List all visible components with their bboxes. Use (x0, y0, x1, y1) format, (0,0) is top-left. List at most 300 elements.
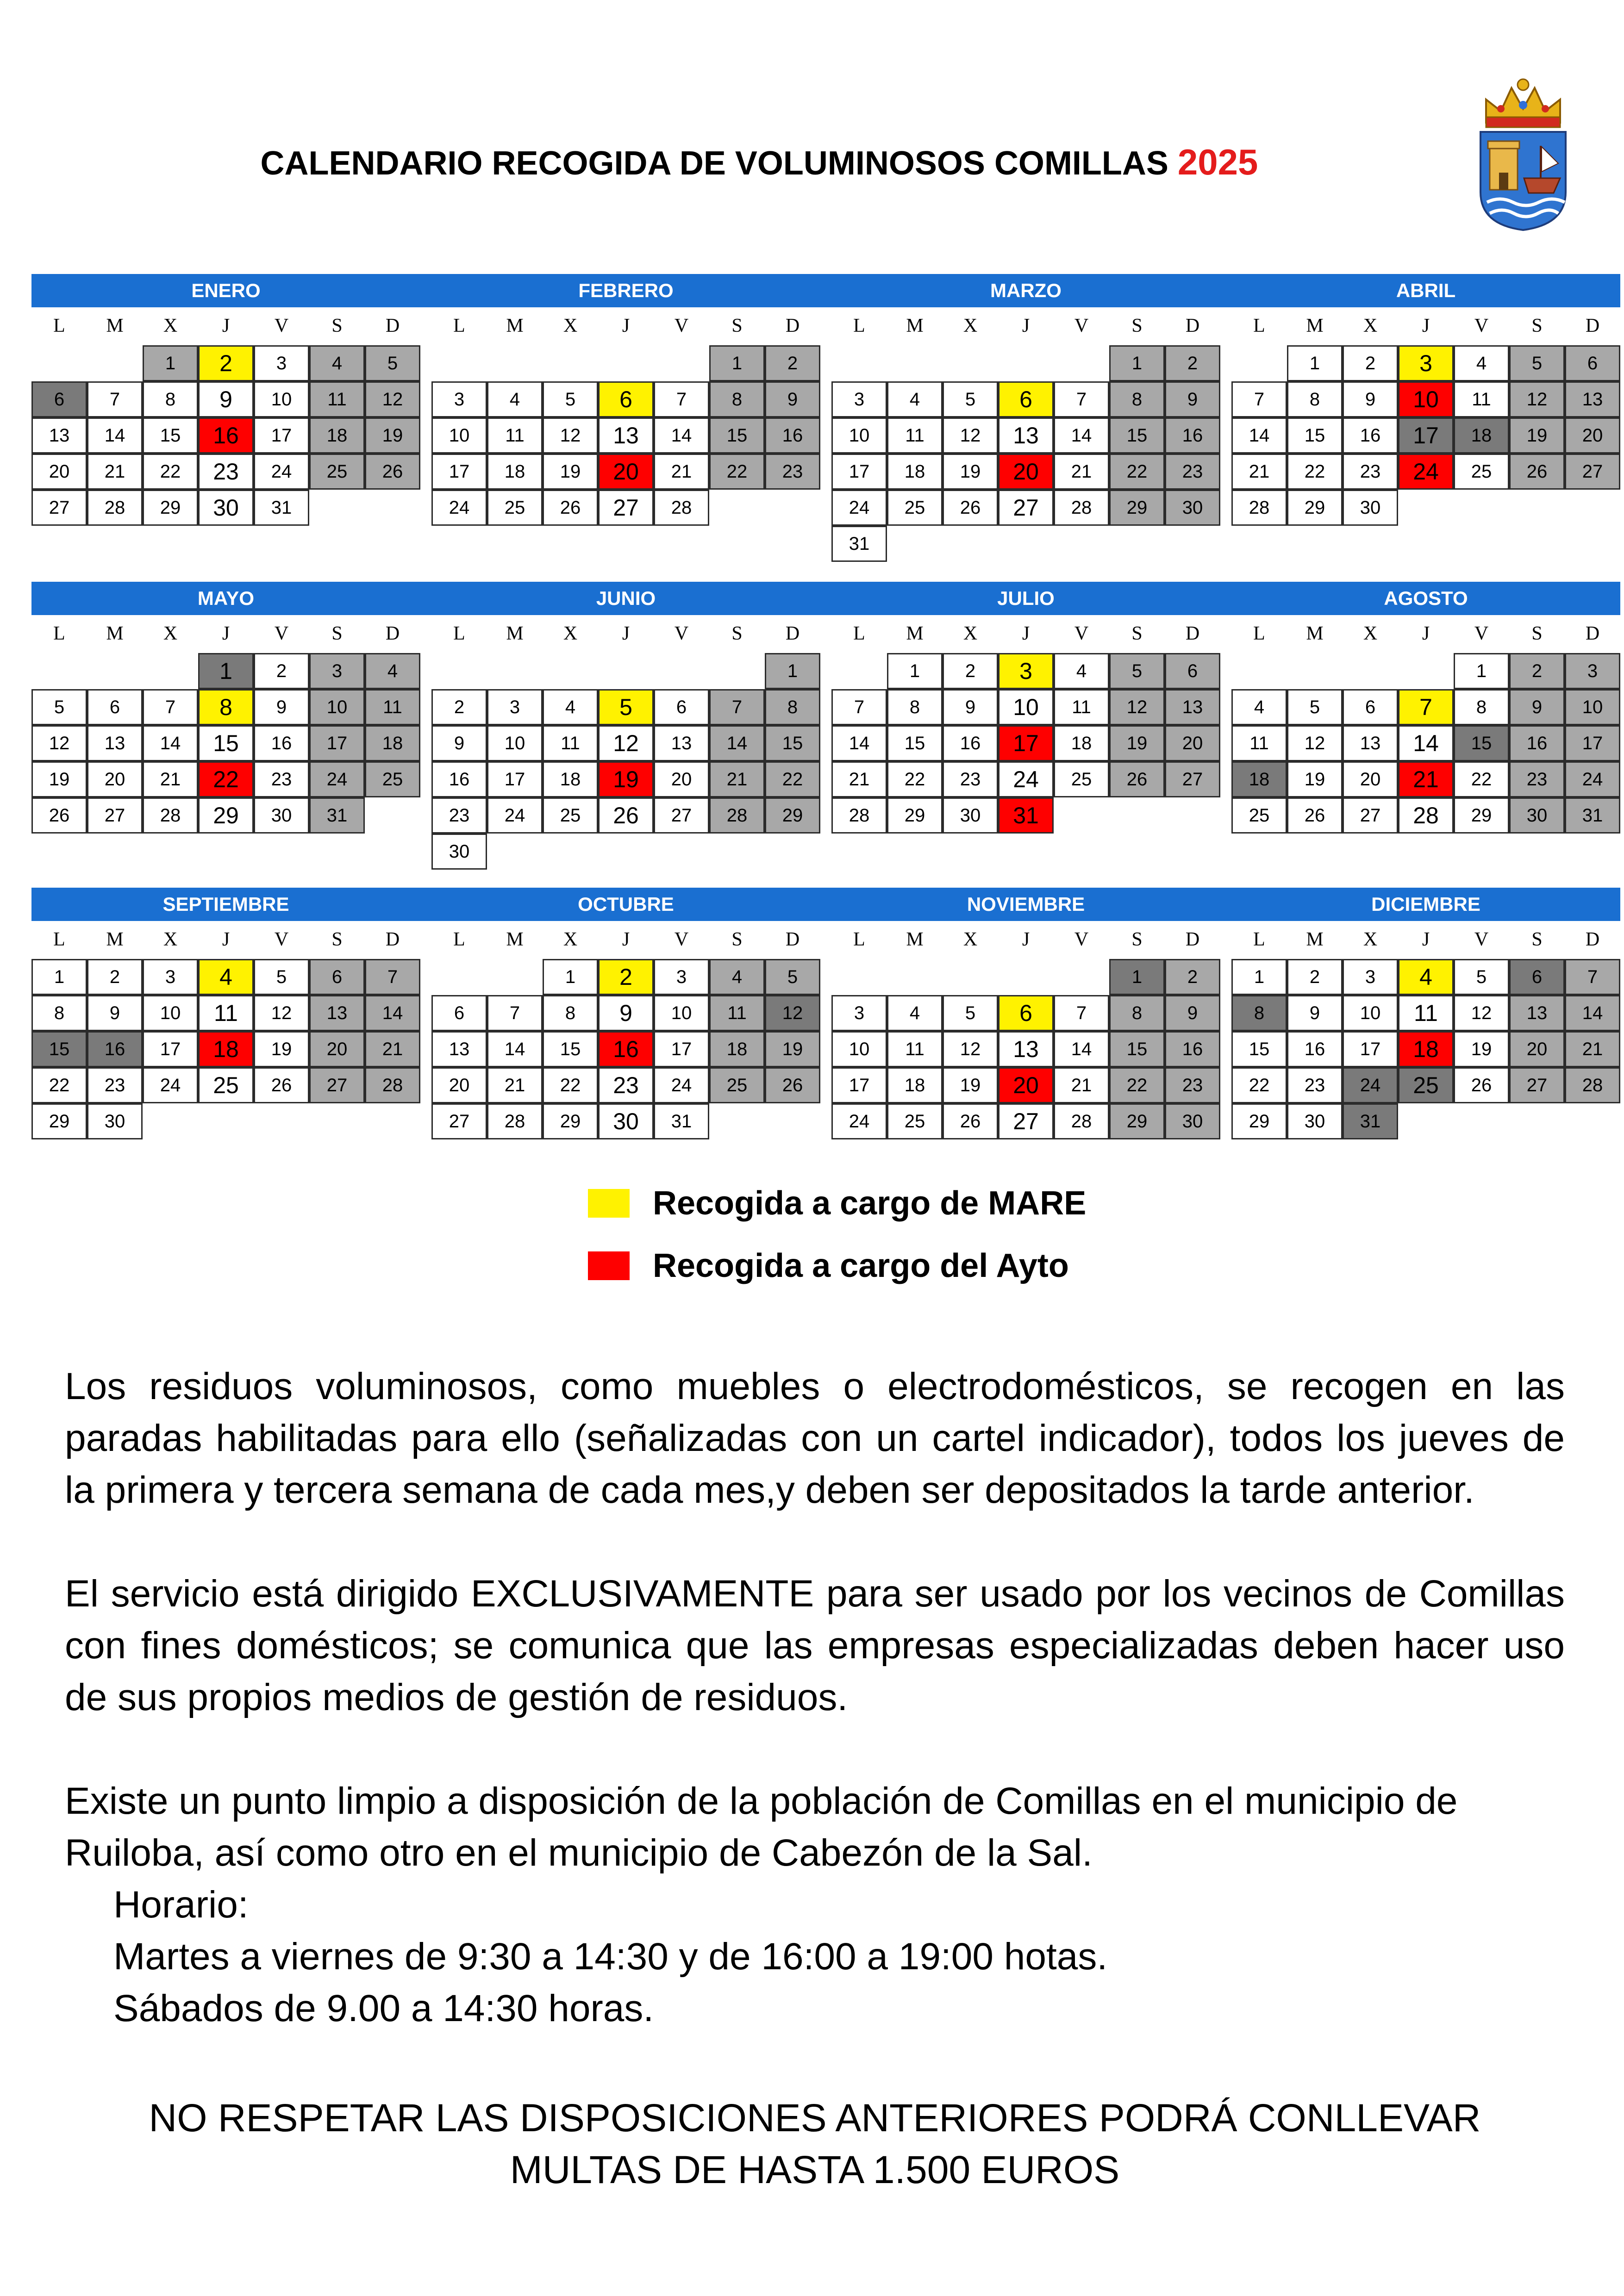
calendar-day: 30 (1287, 1103, 1343, 1139)
calendar-day: 24 (998, 761, 1054, 797)
calendar-day: 25 (487, 490, 543, 526)
calendar-day: 12 (365, 381, 420, 417)
weekday-label: X (1363, 623, 1378, 644)
calendar-day: 19 (31, 761, 87, 797)
calendar-day: 11 (1454, 381, 1509, 417)
calendar-day: 5 (598, 689, 654, 725)
calendar-day: 14 (1398, 725, 1454, 761)
weekday-label: M (106, 315, 124, 336)
calendar-day: 13 (1509, 995, 1565, 1031)
calendar-day: 9 (1165, 381, 1220, 417)
calendar-day: 29 (198, 797, 254, 834)
legend (588, 1182, 1236, 1303)
calendar-day: 2 (198, 345, 254, 381)
calendar-day: 17 (143, 1031, 198, 1067)
calendar-day: 1 (1109, 345, 1165, 381)
calendar-day: 18 (198, 1031, 254, 1067)
calendar-day: 28 (831, 797, 887, 834)
calendar-day: 23 (1509, 761, 1565, 797)
weekday-label: V (674, 929, 689, 950)
calendar-day: 5 (1509, 345, 1565, 381)
weekday-label: M (506, 315, 524, 336)
calendar-day: 30 (254, 797, 309, 834)
calendar-day: 16 (1287, 1031, 1343, 1067)
calendar-day: 26 (765, 1067, 820, 1103)
weekday-label: L (53, 929, 65, 950)
calendar-day: 10 (654, 995, 709, 1031)
calendar-day: 11 (365, 689, 420, 725)
weekday-label: L (853, 623, 865, 644)
calendar-day: 10 (254, 381, 309, 417)
weekday-label: M (1306, 315, 1324, 336)
weekday-label: J (1022, 929, 1030, 950)
calendar-day: 24 (431, 490, 487, 526)
calendar-day: 13 (87, 725, 143, 761)
calendar-day: 14 (654, 417, 709, 454)
calendar-day: 30 (943, 797, 998, 834)
calendar-day: 11 (887, 417, 943, 454)
calendar-day: 24 (309, 761, 365, 797)
calendar-day: 26 (254, 1067, 309, 1103)
calendar-day: 7 (1565, 959, 1620, 995)
calendar-day: 15 (887, 725, 943, 761)
calendar-day: 4 (887, 381, 943, 417)
calendar-day: 15 (543, 1031, 598, 1067)
weekday-label: L (53, 623, 65, 644)
weekday-label: D (785, 929, 800, 950)
calendar-day: 27 (654, 797, 709, 834)
calendar-day: 26 (1287, 797, 1343, 834)
calendar-day: 18 (487, 454, 543, 490)
calendar-day: 4 (487, 381, 543, 417)
calendar-day: 10 (831, 1031, 887, 1067)
calendar-day: 26 (943, 1103, 998, 1139)
calendar-day: 25 (887, 490, 943, 526)
calendar-day: 16 (254, 725, 309, 761)
weekday-label: V (674, 623, 689, 644)
calendar-day: 20 (87, 761, 143, 797)
calendar-day: 7 (1054, 381, 1109, 417)
weekday-label: S (1131, 623, 1143, 644)
weekday-label: L (453, 315, 465, 336)
hours-label: Horario: (113, 1884, 249, 1926)
calendar-day: 20 (654, 761, 709, 797)
calendar-day: 22 (1109, 454, 1165, 490)
calendar-day: 21 (1054, 1067, 1109, 1103)
calendar-day: 1 (709, 345, 765, 381)
calendar-day: 20 (998, 1067, 1054, 1103)
weekday-label: X (1363, 315, 1378, 336)
weekday-label: M (1306, 929, 1324, 950)
calendar-day: 23 (198, 454, 254, 490)
calendar-day: 28 (1054, 490, 1109, 526)
calendar-day: 10 (998, 689, 1054, 725)
weekday-label: X (163, 929, 178, 950)
weekday-label: S (331, 315, 343, 336)
weekday-label: D (1585, 929, 1600, 950)
weekday-label: X (563, 623, 578, 644)
weekday-label: S (731, 623, 743, 644)
weekday-label: M (106, 623, 124, 644)
calendar-day: 10 (431, 417, 487, 454)
month-name: SEPTIEMBRE (162, 893, 289, 915)
calendar-day: 29 (1454, 797, 1509, 834)
calendar-day: 17 (1398, 417, 1454, 454)
calendar-day: 16 (943, 725, 998, 761)
calendar-day: 5 (543, 381, 598, 417)
calendar-day: 6 (1343, 689, 1398, 725)
calendar-day: 23 (1287, 1067, 1343, 1103)
calendar-day: 22 (543, 1067, 598, 1103)
month-name: ENERO (191, 280, 261, 301)
calendar-day: 21 (1565, 1031, 1620, 1067)
calendar-day: 12 (598, 725, 654, 761)
calendar-day: 18 (887, 1067, 943, 1103)
weekday-label: J (1422, 315, 1430, 336)
calendar-day: 14 (1054, 1031, 1109, 1067)
calendar-day: 3 (431, 381, 487, 417)
calendar-day: 6 (309, 959, 365, 995)
calendar-day: 23 (1165, 454, 1220, 490)
calendar-day: 14 (143, 725, 198, 761)
calendar-day: 5 (1287, 689, 1343, 725)
hours-weekdays: Martes a viernes de 9:30 a 14:30 y de 16:00 a 19:00 hotas. (113, 1935, 1108, 1978)
calendar-day: 11 (1054, 689, 1109, 725)
warning-line-1: NO RESPETAR LAS DISPOSICIONES ANTERIORES PODRÁ CONLLEVAR (149, 2096, 1481, 2140)
calendar-day: 30 (1165, 490, 1220, 526)
calendar-day: 7 (487, 995, 543, 1031)
calendar-day: 4 (1054, 653, 1109, 689)
calendar-day: 2 (87, 959, 143, 995)
calendar-day: 29 (31, 1103, 87, 1139)
calendar-day: 27 (998, 490, 1054, 526)
calendar-day: 3 (1565, 653, 1620, 689)
calendar-day: 8 (31, 995, 87, 1031)
calendar-day: 12 (765, 995, 820, 1031)
calendar-day: 29 (143, 490, 198, 526)
weekday-label: D (1585, 623, 1600, 644)
calendar-day: 4 (365, 653, 420, 689)
calendar-day: 21 (831, 761, 887, 797)
calendar-day: 10 (1343, 995, 1398, 1031)
calendar-day: 7 (87, 381, 143, 417)
calendar-day: 1 (1454, 653, 1509, 689)
calendar-day: 20 (31, 454, 87, 490)
calendar-day: 9 (1287, 995, 1343, 1031)
weekday-label: D (385, 315, 400, 336)
weekday-label: M (906, 315, 924, 336)
calendar-day: 5 (943, 381, 998, 417)
calendar-day: 26 (1454, 1067, 1509, 1103)
calendar-day: 11 (487, 417, 543, 454)
calendar-day: 24 (1565, 761, 1620, 797)
calendar-day: 24 (1398, 454, 1454, 490)
weekday-label: V (274, 315, 289, 336)
calendar-day: 2 (1287, 959, 1343, 995)
calendar-day: 25 (1231, 797, 1287, 834)
weekday-label: J (222, 623, 230, 644)
calendar-day: 29 (1231, 1103, 1287, 1139)
calendar-day: 4 (543, 689, 598, 725)
calendar-day: 24 (831, 1103, 887, 1139)
weekday-label: L (1253, 623, 1265, 644)
calendar-day: 19 (765, 1031, 820, 1067)
calendar-day: 12 (943, 417, 998, 454)
calendar-day: 31 (254, 490, 309, 526)
calendar-day: 12 (1454, 995, 1509, 1031)
weekday-label: V (1474, 315, 1489, 336)
calendar-day: 17 (1343, 1031, 1398, 1067)
calendar-day: 20 (431, 1067, 487, 1103)
calendar-day: 31 (831, 526, 887, 562)
calendar-day: 13 (1343, 725, 1398, 761)
calendar-day: 26 (31, 797, 87, 834)
calendar-day: 17 (654, 1031, 709, 1067)
calendar-day: 5 (365, 345, 420, 381)
calendar-day: 28 (709, 797, 765, 834)
calendar-day: 8 (887, 689, 943, 725)
weekday-label: X (563, 315, 578, 336)
calendar-day: 27 (1343, 797, 1398, 834)
calendar-day: 15 (765, 725, 820, 761)
calendar-day: 30 (598, 1103, 654, 1139)
calendar-day: 24 (831, 490, 887, 526)
weekday-label: V (1474, 929, 1489, 950)
weekday-label: D (1185, 623, 1200, 644)
calendar-day: 15 (1231, 1031, 1287, 1067)
legend-item-mare (588, 1182, 1236, 1224)
calendar-day: 2 (1165, 959, 1220, 995)
calendar-day: 20 (1509, 1031, 1565, 1067)
month-name: JUNIO (596, 587, 656, 609)
calendar-day: 26 (543, 490, 598, 526)
calendar-day: 29 (1287, 490, 1343, 526)
calendar-day: 14 (87, 417, 143, 454)
calendar-day: 23 (1165, 1067, 1220, 1103)
calendar-day: 27 (309, 1067, 365, 1103)
calendar-day: 23 (1343, 454, 1398, 490)
calendar-day: 8 (1231, 995, 1287, 1031)
weekday-label: M (906, 929, 924, 950)
weekday-label: S (1131, 315, 1143, 336)
calendar-day: 5 (765, 959, 820, 995)
weekday-label: L (853, 315, 865, 336)
calendar-day: 4 (309, 345, 365, 381)
calendar-day: 18 (365, 725, 420, 761)
calendar-day: 9 (254, 689, 309, 725)
weekday-label: X (163, 315, 178, 336)
calendar-day: 1 (1231, 959, 1287, 995)
calendar-day: 6 (31, 381, 87, 417)
calendar-day: 21 (709, 761, 765, 797)
calendar-day: 9 (765, 381, 820, 417)
weekday-label: L (453, 623, 465, 644)
calendar-day: 18 (709, 1031, 765, 1067)
calendar-day: 2 (254, 653, 309, 689)
weekday-label: M (906, 623, 924, 644)
calendar-day: 2 (943, 653, 998, 689)
calendar-day: 1 (765, 653, 820, 689)
month-name: JULIO (997, 587, 1055, 609)
weekday-label: V (674, 315, 689, 336)
calendar-day: 26 (365, 454, 420, 490)
calendar-day: 12 (254, 995, 309, 1031)
calendar-day: 3 (654, 959, 709, 995)
calendar-day: 19 (1454, 1031, 1509, 1067)
calendar-day: 18 (887, 454, 943, 490)
calendar-day: 6 (431, 995, 487, 1031)
calendar-day: 9 (431, 725, 487, 761)
weekday-label: V (1074, 929, 1089, 950)
calendar-day: 4 (887, 995, 943, 1031)
calendar-day: 6 (1509, 959, 1565, 995)
month-name: AGOSTO (1384, 587, 1468, 609)
calendar-day: 13 (998, 1031, 1054, 1067)
calendar-day: 11 (887, 1031, 943, 1067)
calendar-day: 14 (1054, 417, 1109, 454)
calendar-day: 12 (1287, 725, 1343, 761)
calendar-day: 22 (143, 454, 198, 490)
calendar-day: 3 (1343, 959, 1398, 995)
calendar-day: 3 (143, 959, 198, 995)
calendar-day: 21 (365, 1031, 420, 1067)
calendar-day: 3 (254, 345, 309, 381)
weekday-label: S (731, 929, 743, 950)
calendar-day: 28 (87, 490, 143, 526)
calendar-day: 1 (543, 959, 598, 995)
calendar-day: 15 (1109, 417, 1165, 454)
calendar-day: 21 (87, 454, 143, 490)
weekday-label: X (963, 315, 978, 336)
calendar-day: 11 (198, 995, 254, 1031)
calendar-day: 16 (431, 761, 487, 797)
calendar-day: 22 (765, 761, 820, 797)
weekday-label: S (1531, 623, 1543, 644)
calendar-day: 3 (309, 653, 365, 689)
calendar-day: 6 (998, 381, 1054, 417)
calendar-day: 11 (709, 995, 765, 1031)
weekday-label: D (385, 623, 400, 644)
calendar-day: 6 (598, 381, 654, 417)
weekday-label: V (1074, 623, 1089, 644)
calendar-day: 17 (1565, 725, 1620, 761)
info-text (65, 1361, 1565, 2062)
calendar-day: 2 (598, 959, 654, 995)
calendar-day: 30 (1343, 490, 1398, 526)
calendar-day: 16 (1509, 725, 1565, 761)
calendar-day: 22 (198, 761, 254, 797)
calendar-day: 8 (765, 689, 820, 725)
calendar-day: 22 (1454, 761, 1509, 797)
calendar-day: 15 (143, 417, 198, 454)
calendar-day: 17 (254, 417, 309, 454)
calendar-day: 29 (1109, 490, 1165, 526)
calendar-day: 20 (998, 454, 1054, 490)
calendar-day: 30 (87, 1103, 143, 1139)
calendar-day: 2 (1343, 345, 1398, 381)
weekday-label: X (963, 623, 978, 644)
calendar-day: 30 (198, 490, 254, 526)
calendar-day: 12 (1109, 689, 1165, 725)
calendar-day: 28 (1054, 1103, 1109, 1139)
calendar-day: 14 (831, 725, 887, 761)
calendar-day: 9 (1343, 381, 1398, 417)
calendar-day: 19 (598, 761, 654, 797)
calendar-day: 9 (198, 381, 254, 417)
calendar-day: 1 (143, 345, 198, 381)
calendar-day: 26 (1109, 761, 1165, 797)
calendar-day: 1 (1109, 959, 1165, 995)
calendar-day: 26 (1509, 454, 1565, 490)
calendar-day: 28 (654, 490, 709, 526)
month-name: NOVIEMBRE (967, 893, 1085, 915)
calendar-day: 20 (1343, 761, 1398, 797)
calendar-day: 9 (87, 995, 143, 1031)
calendar-day: 7 (143, 689, 198, 725)
calendar-day: 11 (1231, 725, 1287, 761)
title-text: CALENDARIO RECOGIDA DE VOLUMINOSOS COMILLAS (260, 145, 1168, 182)
calendar-day: 28 (1565, 1067, 1620, 1103)
calendar-day: 3 (998, 653, 1054, 689)
calendar-day: 25 (309, 454, 365, 490)
weekday-label: L (453, 929, 465, 950)
calendar-day: 12 (943, 1031, 998, 1067)
calendar-day: 19 (943, 1067, 998, 1103)
calendar-day: 10 (309, 689, 365, 725)
calendar-day: 28 (1398, 797, 1454, 834)
calendar-day: 3 (487, 689, 543, 725)
calendar-day: 18 (1454, 417, 1509, 454)
calendar-day: 2 (431, 689, 487, 725)
weekday-label: V (1074, 315, 1089, 336)
calendar-day: 4 (198, 959, 254, 995)
calendar-day: 27 (431, 1103, 487, 1139)
calendar-day: 1 (1287, 345, 1343, 381)
calendar-day: 22 (887, 761, 943, 797)
calendar-day: 19 (1287, 761, 1343, 797)
calendar-day: 16 (198, 417, 254, 454)
weekday-label: S (1531, 929, 1543, 950)
calendar-day: 29 (543, 1103, 598, 1139)
calendar-day: 18 (1231, 761, 1287, 797)
legend-label-mare: Recogida a cargo de MARE (653, 1185, 1087, 1222)
calendar-day: 15 (709, 417, 765, 454)
calendar-day: 27 (87, 797, 143, 834)
calendar-day: 7 (1398, 689, 1454, 725)
calendar-day: 13 (31, 417, 87, 454)
calendar-day: 22 (1231, 1067, 1287, 1103)
calendar-day: 8 (1287, 381, 1343, 417)
calendar-day: 17 (487, 761, 543, 797)
calendar-day: 21 (1054, 454, 1109, 490)
calendar-day: 5 (1109, 653, 1165, 689)
weekday-label: M (506, 929, 524, 950)
calendar-day: 11 (543, 725, 598, 761)
weekday-label: L (53, 315, 65, 336)
calendar-day: 19 (543, 454, 598, 490)
weekday-label: J (222, 315, 230, 336)
calendar-day: 21 (487, 1067, 543, 1103)
calendar-day: 30 (1509, 797, 1565, 834)
weekday-label: M (1306, 623, 1324, 644)
calendar-day: 31 (1343, 1103, 1398, 1139)
calendar-day: 14 (487, 1031, 543, 1067)
calendar-day: 27 (998, 1103, 1054, 1139)
calendar-day: 13 (1165, 689, 1220, 725)
weekday-label: D (1585, 315, 1600, 336)
weekday-label: J (1422, 623, 1430, 644)
weekday-label: S (1131, 929, 1143, 950)
